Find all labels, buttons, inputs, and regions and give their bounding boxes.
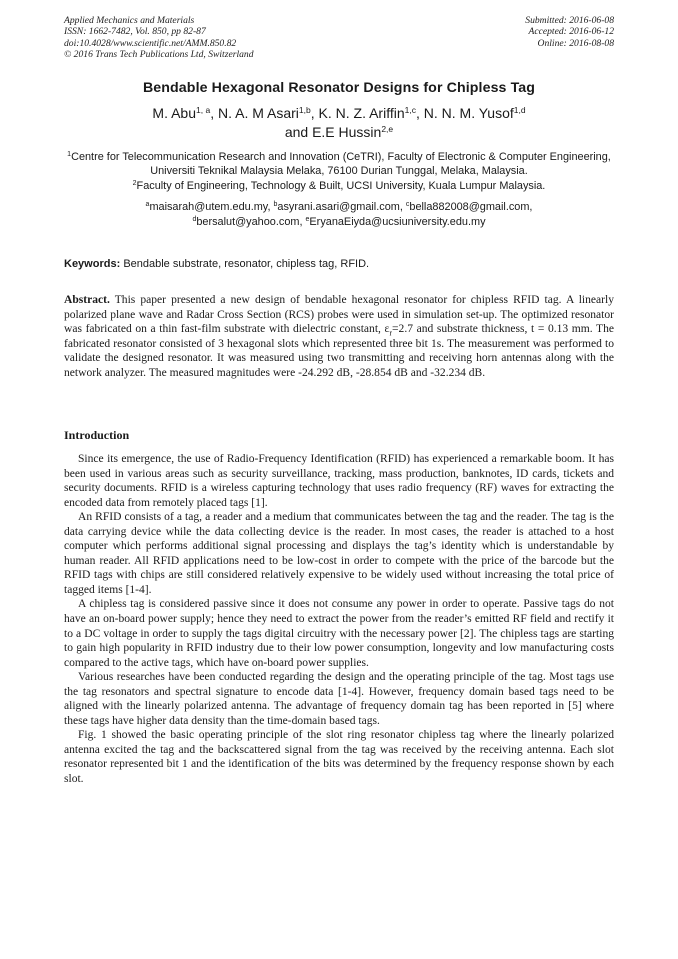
accepted-date: Accepted: 2016-06-12 (528, 26, 614, 38)
email-sup: a (145, 201, 150, 208)
author-name: N. A. M Asari (217, 105, 299, 121)
author-name: K. N. Z. Ariffin (318, 105, 405, 121)
section-heading-introduction: Introduction (64, 428, 130, 442)
email-address: maisarah@utem.edu.my (149, 201, 268, 213)
author-list: M. Abu$^{1, a}$, N. A. M Asari$^{1,b}$, K. N. Z. Ariffin$^{1,c}$, N. N. M. Yusof$^{1,d}$ and E.E Hussin$^{2,e}$ (152, 105, 526, 140)
journal-issn: ISSN: 1662-7482, Vol. 850, pp 82-87 (64, 26, 206, 38)
author-affil-sup: 2,e (381, 124, 394, 134)
abstract-text-1: This paper presented a new design of bendable hexagonal resonator for chipless RFID tag. A linearly polarized plane wave and Radar Cross Section (RCS) probes were used in simulation set-up. The optimized resonator was fabricated on a thin fast-film substrate with dielectric constant, ε (64, 294, 614, 336)
author-emails: $^a$maisarah@utem.edu.my, $^b$asyrani.asari@gmail.com, $^c$bella882008@gmail.com, $^d$bersalut@yahoo.com, $^e$EryanaEiyda@ucsiuniversity.edu.my (145, 201, 533, 228)
author-affil-sup: 1,b (298, 105, 311, 115)
keywords-text: Bendable substrate, resonator, chipless tag, RFID. (123, 258, 370, 270)
author-name: N. N. M. Yusof (423, 105, 514, 121)
journal-doi: doi:10.4028/www.scientific.net/AMM.850.82 (64, 37, 237, 49)
journal-header (64, 15, 254, 61)
keywords (64, 258, 614, 270)
online-date: Online: 2016-08-08 (537, 37, 614, 49)
author-affil-sup: 1,c (404, 105, 416, 115)
abstract-text-2: =2.7 and substrate thickness, t = 0.13 mm. The fabricated resonator consisted of 3 hexagonal slots which represented three bit 1s. The measurement was performed to validate the designed resonator. It was measured using two transmitting and receiving horn antennas along with the network analyzer. The measured magnitudes were -24.292 dB, -28.854 dB and -32.234 dB. (64, 323, 614, 379)
affiliations (58, 150, 620, 193)
affiliation-1 (58, 150, 620, 179)
author-affil-sup: 1,d (513, 105, 526, 115)
author-affil-sup: 1, a (196, 105, 211, 115)
journal-name: Applied Mechanics and Materials (64, 15, 195, 26)
submitted-date: Submitted: 2016-06-08 (525, 15, 614, 26)
author-name: M. Abu (152, 105, 197, 121)
abstract-sub: r (389, 328, 393, 338)
affil-sup: 1 (67, 151, 72, 158)
abstract (64, 293, 614, 380)
email-sup: b (273, 201, 278, 208)
email-address: asyrani.asari@gmail.com (277, 201, 400, 213)
keywords-label: Keywords: (64, 258, 121, 270)
abstract-label: Abstract. (64, 294, 110, 306)
email-sup: c (405, 201, 410, 208)
submission-dates (525, 15, 614, 49)
affil-text: Faculty of Engineering, Technology & Built, UCSI University, Kuala Lumpur Malaysia. (136, 179, 546, 192)
email-sup: e (305, 215, 310, 223)
intro-paragraph: An RFID consists of a tag, a reader and a medium that communicates between the tag and the reader. The tag is the data carrying device while the data collecting device is the reader. In most cases, the reader is attached to a host computer which performs additional signal processing and displays the tag’s identity which is understandable by human reader. All RFID applications need to be low-cost in order to compete with the price of the barcode but the RFID tags with chips are still considered relatively expensive to be widely used without increasing the total price of tagged items [1-4]. (64, 511, 614, 596)
introduction-body (64, 452, 614, 787)
intro-paragraph: A chipless tag is considered passive since it does not consume any power in order to operate. Passive tags do not have an on-board power supply; hence they need to extract the power from the reader’s emitted RF field and rectify it to a DC voltage in order to supply the tags digital circuitry with the necessary power [2]. The chipless tags are starting to gain high popularity in RFID industry due to their low power consumption, longevity and low manufacturing costs compared to the active tags, which have on-board power supplies. (64, 598, 614, 669)
affiliation-2 (58, 179, 620, 193)
journal-copyright: © 2016 Trans Tech Publications Ltd, Switzerland (64, 49, 254, 61)
affil-text: Centre for Telecommunication Research and Innovation (CeTRI), Faculty of Electronic & Computer Engineering, Universiti Teknikal Malaysia Melaka, 76100 Durian Tunggal, Melaka, Malaysia. (71, 151, 611, 178)
email-address: bersalut@yahoo.com (196, 215, 300, 228)
intro-paragraph: Various researches have been conducted regarding the design and the operating principle of the tag. Most tags use the tag resonators and spectral signature to encode data [1-4]. However, frequency domain based tags need to be aligned with the linearly polarized antenna. The advantage of frequency domain tag has been reported in [5] where these tags have higher data density than the time-domain based tags. (64, 671, 614, 727)
email-sup: d (192, 215, 197, 223)
paper-title: Bendable Hexagonal Resonator Designs for Chipless Tag (142, 80, 536, 96)
email-address: bella882008@gmail.com (409, 201, 530, 213)
intro-paragraph: Since its emergence, the use of Radio-Frequency Identification (RFID) has experienced a remarkable boom. It has been used in various areas such as security surveillance, tracking, mass production, banknotes, ID cards, tickets and security documents. RFID is a wireless capturing technology that uses radio frequency (RF) waves for extracting the encoded data from remotely placed tags [1]. (64, 453, 614, 509)
author-name: E.E Hussin (312, 124, 382, 140)
intro-paragraph: Fig. 1 showed the basic operating principle of the slot ring resonator chipless tag where the linearly polarized antenna excited the tag and the backscattered signal from the tag was received by the receiving antenna. Each slot resonator represented bit 1 and the identification of the bits was determined by the frequency response shown by each slot. (64, 729, 614, 786)
email-address: EryanaEiyda@ucsiuniversity.edu.my (309, 215, 486, 228)
affil-sup: 2 (132, 179, 137, 187)
